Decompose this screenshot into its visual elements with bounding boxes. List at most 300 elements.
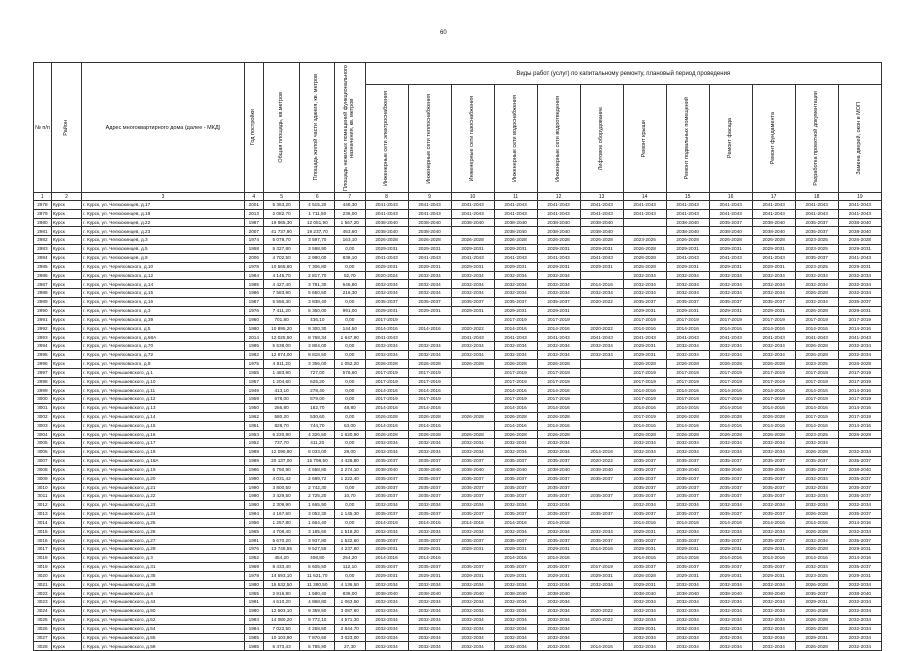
column-number: 11 bbox=[494, 193, 537, 201]
table-cell: 3 838,40 bbox=[300, 298, 335, 307]
table-cell: 2029-2031 bbox=[451, 245, 494, 254]
table-cell: 2035-2037 bbox=[537, 509, 580, 518]
table-cell: 2014-2016 bbox=[838, 324, 881, 333]
table-cell: 3004 bbox=[34, 430, 52, 439]
table-cell: 3017 bbox=[34, 545, 52, 554]
table-row bbox=[34, 607, 882, 616]
table-cell: Курск bbox=[51, 545, 81, 554]
table-cell: 2032-2034 bbox=[537, 615, 580, 624]
table-cell: 0,00 bbox=[335, 298, 365, 307]
table-cell: 2029-2031 bbox=[537, 262, 580, 271]
table-cell: 1960 bbox=[244, 501, 263, 510]
table-cell bbox=[580, 315, 623, 324]
table-cell: г. Курск, ул. Черняховского, д.16 bbox=[82, 298, 245, 307]
table-cell: Курск bbox=[51, 333, 81, 342]
table-cell: 2032-2034 bbox=[838, 501, 881, 510]
table-cell: 2038-2040 bbox=[666, 589, 709, 598]
table-cell: 2014-2016 bbox=[752, 421, 795, 430]
table-cell: 2032-2034 bbox=[666, 598, 709, 607]
table-cell: 2023-2025 bbox=[795, 262, 838, 271]
table-cell: 2029-2031 bbox=[666, 262, 709, 271]
table-cell: 2017-2019 bbox=[752, 395, 795, 404]
table-cell: 2032-2034 bbox=[537, 580, 580, 589]
table-cell: 2026-2028 bbox=[537, 412, 580, 421]
table-row bbox=[34, 421, 882, 430]
table-row bbox=[34, 315, 882, 324]
table-cell: 2032-2034 bbox=[752, 342, 795, 351]
table-cell: 3021 bbox=[34, 580, 52, 589]
table-cell: 2038-2040 bbox=[752, 218, 795, 227]
table-cell: 2032-2034 bbox=[408, 501, 451, 510]
table-cell: 2020-2022 bbox=[451, 324, 494, 333]
table-cell: Курск bbox=[51, 457, 81, 466]
table-cell: 2026-2028 bbox=[623, 262, 666, 271]
table-cell: 3005 bbox=[34, 439, 52, 448]
table-cell: 2029-2031 bbox=[494, 571, 537, 580]
table-cell: 2041-2043 bbox=[365, 201, 408, 210]
table-cell: 8 033,00 bbox=[300, 448, 335, 457]
table-cell: 838,10 bbox=[335, 253, 365, 262]
column-number: 19 bbox=[838, 193, 881, 201]
table-cell: 2032-2034 bbox=[451, 580, 494, 589]
table-cell: 12 025,50 bbox=[263, 333, 300, 342]
table-cell: 2032-2034 bbox=[795, 536, 838, 545]
table-cell: 2014-2016 bbox=[494, 386, 537, 395]
table-cell: 41 737,90 bbox=[263, 227, 300, 236]
table-cell: 2020-2022 bbox=[580, 615, 623, 624]
table-cell: 1976 bbox=[244, 306, 263, 315]
table-cell: 2014-2016 bbox=[408, 324, 451, 333]
table-cell: 2979 bbox=[34, 209, 52, 218]
header-work-2: Инженерные сети теплоснабжения bbox=[408, 85, 451, 193]
table-cell: 2032-2034 bbox=[838, 624, 881, 633]
table-cell: 2981 bbox=[34, 227, 52, 236]
table-cell: 2041-2043 bbox=[752, 201, 795, 210]
table-cell: 1976 bbox=[244, 545, 263, 554]
table-cell: Курск bbox=[51, 395, 81, 404]
table-cell: г. Курск, ул. Чернышевского, д.18А bbox=[82, 457, 245, 466]
column-number: 16 bbox=[709, 193, 752, 201]
table-row bbox=[34, 545, 882, 554]
table-cell: 2026-2028 bbox=[365, 430, 408, 439]
table-cell: 2035-2037 bbox=[666, 536, 709, 545]
table-cell: 2032-2034 bbox=[408, 448, 451, 457]
table-cell: 2035-2037 bbox=[709, 474, 752, 483]
table-cell: 2014-2016 bbox=[408, 404, 451, 413]
table-cell: 2017-2019 bbox=[494, 315, 537, 324]
table-cell: 2032-2034 bbox=[709, 624, 752, 633]
table-cell: 2032-2034 bbox=[709, 448, 752, 457]
table-cell: 3013 bbox=[34, 509, 52, 518]
table-cell: 3 052,30 bbox=[300, 509, 335, 518]
table-cell: 2032-2034 bbox=[408, 607, 451, 616]
table-cell: г. Курск, ул. Черняховского, д.15 bbox=[82, 289, 245, 298]
table-cell: 2032-2034 bbox=[838, 580, 881, 589]
table-cell: 2017-2019 bbox=[709, 315, 752, 324]
table-cell: 2017-2019 bbox=[408, 395, 451, 404]
table-cell: 1975 bbox=[244, 359, 263, 368]
table-cell: 2014-2016 bbox=[623, 518, 666, 527]
table-cell: 2014-2016 bbox=[752, 404, 795, 413]
table-row bbox=[34, 483, 882, 492]
table-cell: 2035-2037 bbox=[709, 218, 752, 227]
table-cell: 2014-2016 bbox=[838, 421, 881, 430]
table-cell: 2029-2031 bbox=[623, 580, 666, 589]
table-cell: 2038-2040 bbox=[838, 465, 881, 474]
table-cell: 2032-2034 bbox=[408, 615, 451, 624]
table-cell: 6 220,90 bbox=[263, 430, 300, 439]
table-cell: 2026-2028 bbox=[494, 236, 537, 245]
table-cell: 236,00 bbox=[335, 209, 365, 218]
table-cell: 2026-2028 bbox=[709, 430, 752, 439]
table-cell: 2020-2022 bbox=[580, 457, 623, 466]
table-cell: 2035-2037 bbox=[666, 298, 709, 307]
table-cell: 2017-2019 bbox=[666, 368, 709, 377]
table-cell: 2026-2028 bbox=[795, 624, 838, 633]
table-row bbox=[34, 245, 882, 254]
table-cell: 2035-2037 bbox=[795, 465, 838, 474]
table-cell: 3 800,50 bbox=[263, 483, 300, 492]
table-cell: 4 136,50 bbox=[335, 580, 365, 589]
table-cell: г. Курск, ул. Черняховского, д.70 bbox=[82, 342, 245, 351]
table-row bbox=[34, 298, 882, 307]
table-cell: Курск bbox=[51, 315, 81, 324]
table-cell: 2041-2043 bbox=[580, 201, 623, 210]
table-cell: 2014-2016 bbox=[838, 554, 881, 563]
table-cell: 2032-2034 bbox=[365, 624, 408, 633]
table-cell: 454,20 bbox=[263, 554, 300, 563]
table-cell: 2032-2034 bbox=[838, 598, 881, 607]
table-cell: 1969 bbox=[244, 562, 263, 571]
table-cell: 2041-2043 bbox=[580, 209, 623, 218]
table-cell: 2026-2028 bbox=[795, 615, 838, 624]
table-cell: 2017-2019 bbox=[838, 315, 881, 324]
table-cell: 2014-2016 bbox=[709, 554, 752, 563]
table-cell: 2014-2016 bbox=[709, 324, 752, 333]
table-cell: 2035-2037 bbox=[752, 457, 795, 466]
table-cell: 2007 bbox=[244, 227, 263, 236]
table-cell: 2041-2043 bbox=[537, 253, 580, 262]
table-cell: 1 063,50 bbox=[335, 598, 365, 607]
table-cell: 2041-2043 bbox=[451, 209, 494, 218]
table-cell: 2035-2037 bbox=[365, 509, 408, 518]
table-cell bbox=[408, 333, 451, 342]
table-cell: 2014-2016 bbox=[580, 448, 623, 457]
table-cell: г. Курск, ул. Чернышевского, д.4 bbox=[82, 589, 245, 598]
table-row bbox=[34, 412, 882, 421]
table-cell bbox=[580, 439, 623, 448]
table-cell: 2014-2016 bbox=[408, 421, 451, 430]
table-cell: 2032-2034 bbox=[365, 342, 408, 351]
table-cell: 2017-2019 bbox=[709, 395, 752, 404]
table-cell: 2017-2019 bbox=[623, 395, 666, 404]
table-cell: 2029-2031 bbox=[451, 262, 494, 271]
table-cell: 6 473,43 bbox=[263, 642, 300, 651]
table-cell: 2032-2034 bbox=[838, 448, 881, 457]
header-living-area: Площадь жилой части здания, кв. метров bbox=[300, 63, 335, 193]
table-cell: г. Курск, ул. Черняховского, д.14 bbox=[82, 280, 245, 289]
table-row bbox=[34, 395, 882, 404]
table-cell: 2029-2031 bbox=[623, 527, 666, 536]
table-cell: 2989 bbox=[34, 298, 52, 307]
table-cell: 2032-2034 bbox=[795, 280, 838, 289]
table-cell: 254,20 bbox=[335, 554, 365, 563]
table-cell: 2014-2016 bbox=[666, 554, 709, 563]
table-cell: 8 433,40 bbox=[263, 562, 300, 571]
table-cell: 3014 bbox=[34, 518, 52, 527]
table-cell: 9 359,50 bbox=[300, 607, 335, 616]
table-cell: 2032-2034 bbox=[666, 439, 709, 448]
table-cell: 2032-2034 bbox=[838, 607, 881, 616]
table-cell bbox=[580, 430, 623, 439]
table-cell: 2041-2043 bbox=[537, 333, 580, 342]
table-cell: 2041-2043 bbox=[838, 253, 881, 262]
table-cell: 2035-2037 bbox=[494, 483, 537, 492]
table-cell: 2041-2043 bbox=[494, 333, 537, 342]
table-cell: г. Курск, ул. Чернышевского, д.25 bbox=[82, 518, 245, 527]
table-cell: 1 665,90 bbox=[300, 501, 335, 510]
table-cell: 2014-2016 bbox=[537, 386, 580, 395]
table-cell: 2035-2037 bbox=[451, 298, 494, 307]
table-cell: 2014-2016 bbox=[494, 404, 537, 413]
table-cell: 2032-2034 bbox=[752, 615, 795, 624]
header-nonliving-area: Площадь нежилых помещений функционального назначения, кв. метров bbox=[335, 63, 365, 193]
header-district: Район bbox=[51, 63, 81, 193]
table-cell: 15 798,50 bbox=[300, 457, 335, 466]
table-cell: 2032-2034 bbox=[494, 342, 537, 351]
table-cell: 2029-2031 bbox=[709, 245, 752, 254]
table-cell: 2023-2025 bbox=[795, 430, 838, 439]
table-cell: г. Курск, ул. Чернышевского, д.26 bbox=[82, 527, 245, 536]
table-cell: 1980 bbox=[244, 580, 263, 589]
table-cell: 2 742,30 bbox=[300, 483, 335, 492]
table-cell: 2017-2019 bbox=[494, 395, 537, 404]
table-cell: г. Курск, ул. Чернышевского, д.55 bbox=[82, 633, 245, 642]
table-cell: 2035-2037 bbox=[623, 465, 666, 474]
table-cell: 2032-2034 bbox=[494, 501, 537, 510]
table-cell: 2035-2037 bbox=[494, 562, 537, 571]
table-cell: г. Курск, ул. Челюскинцев, д.17 bbox=[82, 201, 245, 210]
table-cell: Курск bbox=[51, 624, 81, 633]
table-cell: 2023-2025 bbox=[623, 236, 666, 245]
table-cell: 2032-2034 bbox=[408, 439, 451, 448]
table-cell: г. Курск, ул. Челюскинцев, д.3 bbox=[82, 236, 245, 245]
table-cell: 2032-2034 bbox=[580, 527, 623, 536]
table-cell: 2029-2031 bbox=[408, 262, 451, 271]
table-cell: 4 428,80 bbox=[335, 457, 365, 466]
table-cell: 4 868,80 bbox=[300, 598, 335, 607]
table-cell: 2035-2037 bbox=[537, 492, 580, 501]
table-cell: 2029-2031 bbox=[494, 306, 537, 315]
table-cell: 2014-2016 bbox=[623, 386, 666, 395]
header-work-4: Инженерные сети водоснабжения bbox=[494, 85, 537, 193]
table-cell: 2032-2034 bbox=[666, 607, 709, 616]
table-cell: 3002 bbox=[34, 412, 52, 421]
capital-repair-table bbox=[33, 62, 882, 651]
table-row bbox=[34, 218, 882, 227]
table-cell: 1959 bbox=[244, 395, 263, 404]
table-cell: 2032-2034 bbox=[623, 280, 666, 289]
table-cell: 2029-2031 bbox=[408, 245, 451, 254]
table-cell: 1985 bbox=[244, 633, 263, 642]
table-cell: 2026-2028 bbox=[795, 306, 838, 315]
table-cell: 3 023,00 bbox=[335, 633, 365, 642]
table-cell: Курск bbox=[51, 386, 81, 395]
table-cell: 1984 bbox=[244, 271, 263, 280]
table-cell bbox=[408, 315, 451, 324]
table-cell: г. Курск, ул. Черняховского, д.5 bbox=[82, 324, 245, 333]
table-cell: 2017-2019 bbox=[838, 395, 881, 404]
table-cell bbox=[580, 554, 623, 563]
table-cell: 2017-2019 bbox=[666, 315, 709, 324]
table-cell: 2032-2034 bbox=[623, 607, 666, 616]
table-cell: 2041-2043 bbox=[494, 201, 537, 210]
table-cell: 2 689,72 bbox=[300, 474, 335, 483]
table-cell: 1985 bbox=[244, 280, 263, 289]
table-cell: 2041-2043 bbox=[709, 209, 752, 218]
table-cell: 2029-2031 bbox=[752, 306, 795, 315]
table-cell: 2032-2034 bbox=[838, 289, 881, 298]
table-cell: 2029-2031 bbox=[752, 262, 795, 271]
table-cell: 3003 bbox=[34, 421, 52, 430]
table-cell: 2032-2034 bbox=[365, 289, 408, 298]
table-row bbox=[34, 465, 882, 474]
table-cell: 2026-2028 bbox=[795, 642, 838, 651]
table-cell: 2035-2037 bbox=[408, 509, 451, 518]
table-cell: 2035-2037 bbox=[709, 457, 752, 466]
table-cell bbox=[580, 421, 623, 430]
table-cell: 2014-2016 bbox=[623, 324, 666, 333]
table-cell: 15 532,50 bbox=[263, 580, 300, 589]
table-row bbox=[34, 209, 882, 218]
table-cell: 4 558,80 bbox=[300, 465, 335, 474]
table-cell: 2032-2034 bbox=[623, 289, 666, 298]
table-cell: 2020-2024 bbox=[365, 271, 408, 280]
table-cell: г. Курск, ул. Чернышевского, д.31 bbox=[82, 562, 245, 571]
table-cell: 1952 bbox=[244, 439, 263, 448]
table-cell: 2032-2034 bbox=[451, 289, 494, 298]
table-cell: 2032-2034 bbox=[666, 527, 709, 536]
table-cell: 1 052,20 bbox=[335, 359, 365, 368]
table-cell: 2017-2019 bbox=[537, 368, 580, 377]
table-cell: 2035-2037 bbox=[709, 509, 752, 518]
table-cell: 2032-2034 bbox=[795, 562, 838, 571]
table-row bbox=[34, 518, 882, 527]
table-cell: 2029-2031 bbox=[838, 571, 881, 580]
table-cell: 2035-2037 bbox=[838, 536, 881, 545]
table-cell: г. Курск, ул. Чернышевского, д.13 bbox=[82, 404, 245, 413]
table-row bbox=[34, 554, 882, 563]
table-cell: 2023-2025 bbox=[795, 359, 838, 368]
table-row bbox=[34, 201, 882, 210]
table-cell: 2017-2019 bbox=[494, 368, 537, 377]
table-cell: 2032-2034 bbox=[709, 642, 752, 651]
table-cell: 2014-2016 bbox=[752, 324, 795, 333]
table-cell: 2032-2034 bbox=[838, 642, 881, 651]
table-cell: 3000 bbox=[34, 395, 52, 404]
table-cell: 2026-2028 bbox=[408, 430, 451, 439]
table-cell: 0,00 bbox=[335, 342, 365, 351]
table-row bbox=[34, 368, 882, 377]
table-cell: 2014-2016 bbox=[838, 386, 881, 395]
table-cell: 2014-2016 bbox=[838, 404, 881, 413]
header-work-1: Инженерные сети электроснабжения bbox=[365, 85, 408, 193]
column-number: 4 bbox=[244, 193, 263, 201]
table-cell: г. Курск, ул. Черняховского, д.3 bbox=[82, 306, 245, 315]
table-cell: 3006 bbox=[34, 448, 52, 457]
table-cell: 2038-2040 bbox=[494, 227, 537, 236]
table-cell: 2026-2028 bbox=[752, 412, 795, 421]
table-cell bbox=[580, 386, 623, 395]
table-cell: 12 503,10 bbox=[263, 607, 300, 616]
table-row bbox=[34, 509, 882, 518]
table-cell: 2026-2028 bbox=[838, 430, 881, 439]
table-cell: 2026-2028 bbox=[623, 245, 666, 254]
table-cell bbox=[451, 227, 494, 236]
table-cell: 2035-2037 bbox=[365, 483, 408, 492]
table-cell: 2032-2034 bbox=[365, 439, 408, 448]
table-cell: 2032-2034 bbox=[494, 280, 537, 289]
table-cell: 1 145,30 bbox=[335, 509, 365, 518]
table-cell: 1978 bbox=[244, 262, 263, 271]
table-cell: 2035-2037 bbox=[408, 536, 451, 545]
table-cell: 1990 bbox=[244, 492, 263, 501]
table-cell: 2032-2034 bbox=[709, 615, 752, 624]
table-cell: 2035-2037 bbox=[623, 562, 666, 571]
table-cell: 2035-2037 bbox=[623, 457, 666, 466]
table-cell: 2032-2034 bbox=[494, 598, 537, 607]
table-cell: 2026-2028 bbox=[623, 571, 666, 580]
table-cell: Курск bbox=[51, 562, 81, 571]
table-cell: 2032-2034 bbox=[451, 448, 494, 457]
table-cell: 2032-2034 bbox=[623, 598, 666, 607]
table-cell: 2032-2034 bbox=[752, 527, 795, 536]
table-cell: 2 980,00 bbox=[300, 253, 335, 262]
column-number: 13 bbox=[580, 193, 623, 201]
table-cell: 2987 bbox=[34, 280, 52, 289]
table-cell: Курск bbox=[51, 245, 81, 254]
table-cell: 7 306,80 bbox=[300, 262, 335, 271]
table-cell: 2035-2037 bbox=[752, 492, 795, 501]
table-cell: 2032-2034 bbox=[709, 607, 752, 616]
table-cell: 2032-2034 bbox=[537, 501, 580, 510]
table-row bbox=[34, 474, 882, 483]
table-cell: 2029-2031 bbox=[795, 633, 838, 642]
table-cell: 2978 bbox=[34, 201, 52, 210]
table-cell: г. Курск, ул. Чернышевского, д.11 bbox=[82, 386, 245, 395]
table-cell: 9 772,10 bbox=[300, 615, 335, 624]
table-cell: 2032-2034 bbox=[537, 624, 580, 633]
table-cell: 112,10 bbox=[335, 562, 365, 571]
table-cell: 2032-2034 bbox=[451, 271, 494, 280]
table-cell: 2032-2034 bbox=[494, 351, 537, 360]
table-cell: г. Курск, ул. Чернышевского, д.50 bbox=[82, 607, 245, 616]
table-cell: 2032-2034 bbox=[666, 289, 709, 298]
table-cell: 2014-2016 bbox=[666, 324, 709, 333]
table-cell: 2035-2037 bbox=[666, 562, 709, 571]
table-cell: 2035-2037 bbox=[623, 536, 666, 545]
table-cell bbox=[580, 412, 623, 421]
table-cell: г. Курск, ул. Челюскинцев, д.23 bbox=[82, 227, 245, 236]
table-cell bbox=[580, 624, 623, 633]
table-cell: Курск bbox=[51, 201, 81, 210]
table-cell: 2032-2034 bbox=[666, 280, 709, 289]
table-cell: 2014-2016 bbox=[752, 386, 795, 395]
table-row bbox=[34, 501, 882, 510]
table-cell: 2032-2034 bbox=[709, 580, 752, 589]
table-cell: 2035-2037 bbox=[838, 483, 881, 492]
table-cell: 2029-2031 bbox=[752, 245, 795, 254]
